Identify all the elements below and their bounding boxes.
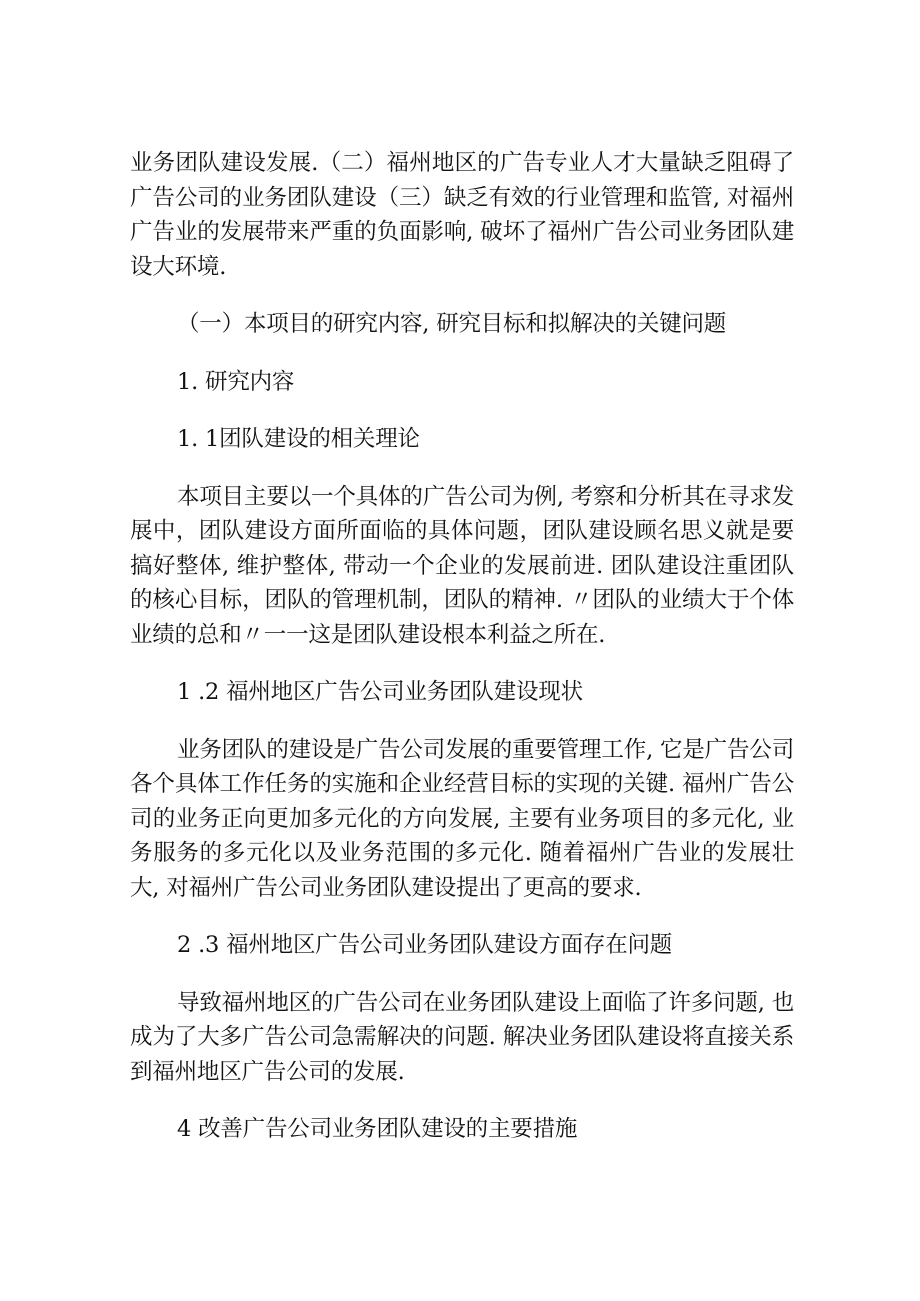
heading-improvement-measures: 4 改善广告公司业务团队建设的主要措施 [177, 1116, 578, 1142]
document-body [130, 146, 794, 1147]
paragraph-current-status: 业务团队的建设是广告公司发展的重要管理工作, 它是广告公司各个具体工作任务的实施和企业经营目标的实现的关键. 福州广告公司的业务正向更加多元化的方向发展, 主要有业务项目的多元化, 业务服务的多元化以及业务范围的多元化. 随着福州广告业的发展壮大, 对福州广告公司业务团队建设提出了更高的要求. [130, 736, 794, 901]
heading-research-content: 1. 研究内容 [177, 368, 295, 395]
paragraph-team-building-theory: 本项目主要以一个具体的广告公司为例, 考察和分析其在寻求发展中，团队建设方面所面临的具体问题，团队建设顾名思义就是要搞好整体, 维护整体, 带动一个企业的发展前进. 团队建设注重团队的核心目标，团队的管理机制，团队的精神. 〃团队的业绩大于个体业绩的总和〃一一这是团队建设根本利益之所在. [130, 483, 794, 648]
paragraph-existing-problems: 导致福州地区的广告公司在业务团队建设上面临了许多问题, 也成为了大多广告公司急需解决的问题. 解决业务团队建设将直接关系到福州地区广告公司的发展. [130, 989, 794, 1085]
paragraph-intro-continuation: 业务团队建设发展.（二）福州地区的广告专业人才大量缺乏阻碍了广告公司的业务团队建设（三）缺乏有效的行业管理和监管, 对福州广告业的发展带来严重的负面影响, 破坏了福州广告公司业务团队建设大环境. [130, 150, 794, 280]
heading-team-building-theory: 1. 1团队建设的相关理论 [177, 426, 420, 452]
heading-existing-problems: 2 .3 福州地区广告公司业务团队建设方面存在问题 [177, 932, 673, 958]
section-heading-research-content-objectives: （一）本项目的研究内容, 研究目标和拟解决的关键问题 [177, 311, 727, 337]
heading-current-status: 1 .2 福州地区广告公司业务团队建设现状 [177, 679, 583, 705]
